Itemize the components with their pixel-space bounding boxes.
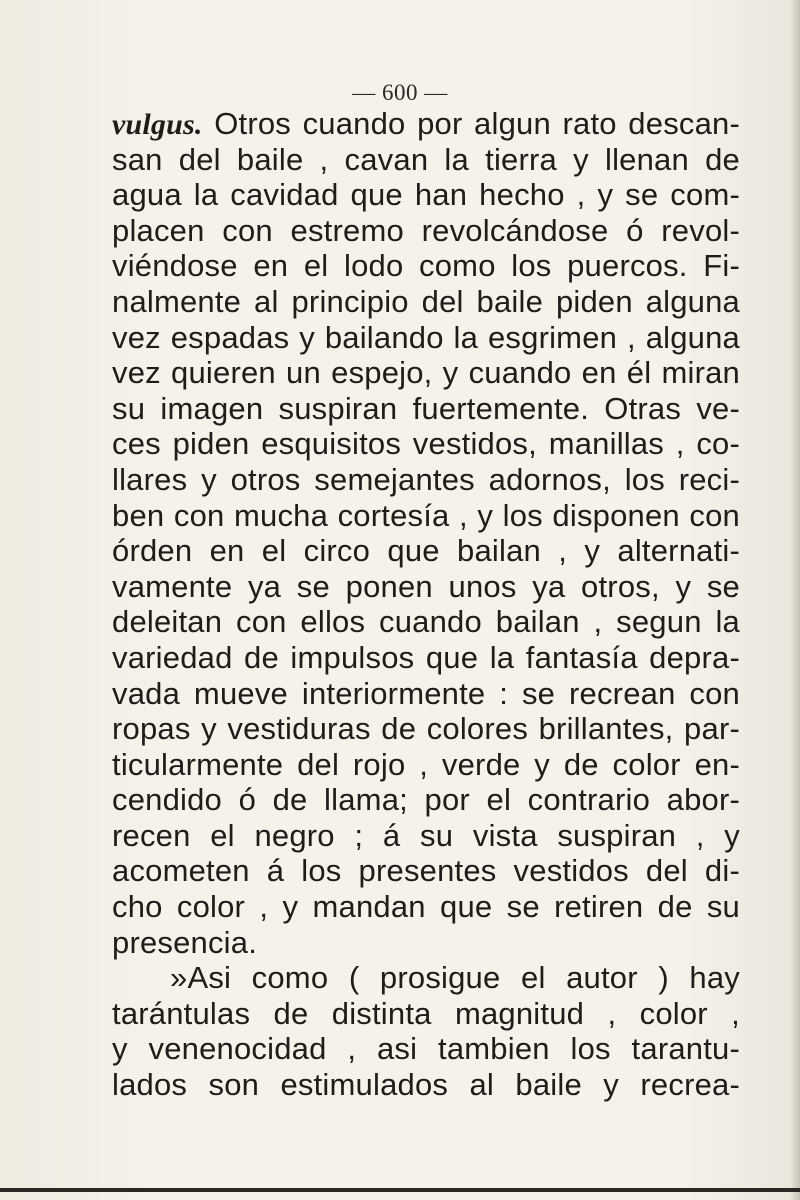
bottom-rule bbox=[0, 1188, 800, 1192]
text-line: viéndose en el lodo como los puercos. Fi- bbox=[112, 248, 740, 284]
text-line-rest: Otros cuando por algun rato descan- bbox=[202, 106, 740, 141]
text-line: variedad de impulsos que la fantasía depra- bbox=[112, 639, 740, 675]
text-line: nalmente al principio del baile piden alguna bbox=[112, 283, 740, 319]
text-line: acometen á los presentes vestidos del di- bbox=[112, 853, 740, 889]
text-line: lados son estimulados al baile y recrea- bbox=[112, 1067, 740, 1103]
text-line: placen con estremo revolcándose ó revol- bbox=[112, 212, 740, 248]
text-line: recen el negro ; á su vista suspiran , y bbox=[112, 817, 740, 853]
text-line bbox=[112, 106, 740, 142]
text-line: »Asi como ( prosigue el autor ) hay bbox=[170, 960, 740, 996]
text-line: llares y otros semejantes adornos, los reci- bbox=[112, 461, 740, 497]
text-line: cendido ó de llama; por el contrario abor- bbox=[112, 782, 740, 818]
text-line: vada mueve interiormente : se recrean con bbox=[112, 675, 740, 711]
text-line: ben con mucha cortesía , y los disponen con bbox=[112, 497, 740, 533]
paragraph-2 bbox=[112, 960, 740, 1102]
text-line: ropas y vestiduras de colores brillantes, par- bbox=[112, 711, 740, 747]
text-line: órden en el circo que bailan , y alternati- bbox=[112, 533, 740, 569]
italic-word: vulgus. bbox=[112, 108, 203, 141]
page-edge-shadow bbox=[790, 0, 800, 1200]
text-line: cho color , y mandan que se retiren de su bbox=[112, 889, 740, 925]
page-number: — 600 — bbox=[352, 80, 448, 105]
body-text bbox=[112, 106, 740, 1103]
text-line: vez quieren un espejo, y cuando en él miran bbox=[112, 355, 740, 391]
paragraph-1 bbox=[112, 106, 740, 960]
text-line: vez espadas y bailando la esgrimen , alguna bbox=[112, 319, 740, 355]
text-line: su imagen suspiran fuertemente. Otras ve- bbox=[112, 390, 740, 426]
text-line: tarántulas de distinta magnitud , color , bbox=[112, 995, 740, 1031]
text-line: presencia. bbox=[112, 924, 258, 960]
text-line: agua la cavidad que han hecho , y se com- bbox=[112, 177, 740, 213]
text-line: deleitan con ellos cuando bailan , segun la bbox=[112, 604, 740, 640]
text-line: y venenocidad , asi tambien los tarantu- bbox=[112, 1031, 740, 1067]
text-line: ticularmente del rojo , verde y de color en- bbox=[112, 746, 740, 782]
text-line: ces piden esquisitos vestidos, manillas , co- bbox=[112, 426, 740, 462]
text-line: vamente ya se ponen unos ya otros, y se bbox=[112, 568, 740, 604]
text-line: san del baile , cavan la tierra y llenan de bbox=[112, 141, 740, 177]
